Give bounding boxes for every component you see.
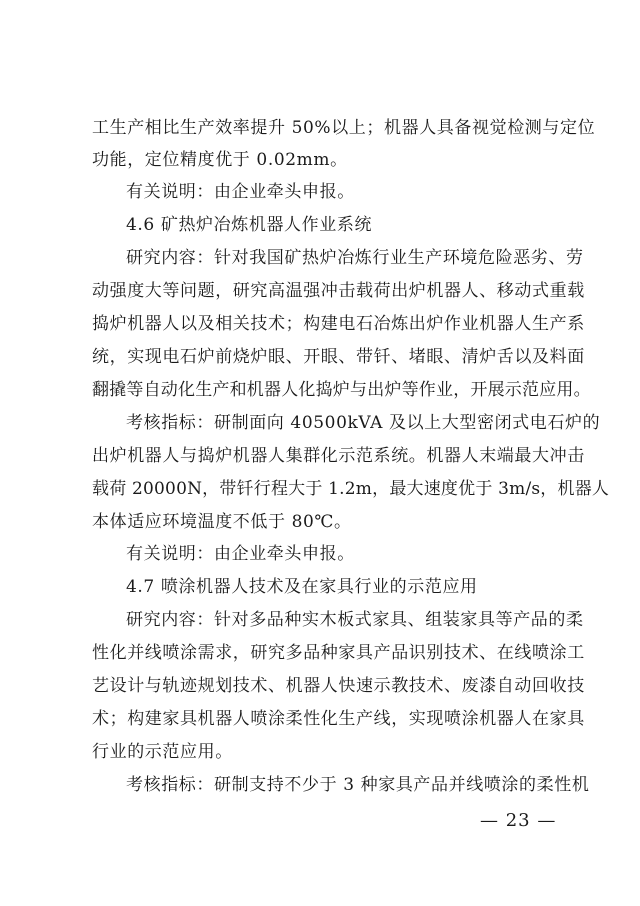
body-text-line: 捣炉机器人以及相关技术；构建电石冶炼出炉作业机器人生产系 <box>92 314 585 334</box>
body-text-line: 研究内容：针对多品种实木板式家具、组装家具等产品的柔 <box>126 610 584 630</box>
section-heading-4-6: 4.6 矿热炉冶炼机器人作业系统 <box>126 215 373 235</box>
body-text-line: 出炉机器人与捣炉机器人集群化示范系统。机器人末端最大冲击 <box>92 446 585 466</box>
body-text-line: 功能，定位精度优于 0.02mm。 <box>92 150 348 170</box>
body-text-line: 动强度大等问题，研究高温强冲击载荷出炉机器人、移动式重载 <box>92 281 585 301</box>
body-text-line: 研究内容：针对我国矿热炉冶炼行业生产环境危险恶劣、劳 <box>126 248 584 268</box>
body-text-line: 行业的示范应用。 <box>92 742 233 762</box>
body-text-line: 考核指标：研制面向 40500kVA 及以上大型密闭式电石炉的 <box>126 413 601 433</box>
note-line: 有关说明：由企业牵头申报。 <box>126 182 355 202</box>
body-text-line: 艺设计与轨迹规划技术、机器人快速示教技术、废漆自动回收技 <box>92 676 585 696</box>
body-text-line: 载荷 20000N，带钎行程大于 1.2m，最大速度优于 3m/s，机器人 <box>92 479 610 499</box>
body-text-line: 翻撬等自动化生产和机器人化捣炉与出炉等作业，开展示范应用。 <box>92 380 591 400</box>
body-text-line: 本体适应环境温度不低于 80℃。 <box>92 512 352 532</box>
section-heading-4-7: 4.7 喷涂机器人技术及在家具行业的示范应用 <box>126 577 478 597</box>
note-line: 有关说明：由企业牵头申报。 <box>126 544 355 564</box>
body-text-line: 统，实现电石炉前烧炉眼、开眼、带钎、堵眼、清炉舌以及料面 <box>92 347 585 367</box>
body-text-line: 考核指标：研制支持不少于 3 种家具产品并线喷涂的柔性机 <box>126 775 590 795</box>
body-text-line: 术；构建家具机器人喷涂柔性化生产线，实现喷涂机器人在家具 <box>92 709 585 729</box>
body-text-line: 性化并线喷涂需求，研究多品种家具产品识别技术、在线喷涂工 <box>92 643 585 663</box>
body-text-line: 工生产相比生产效率提升 50%以上；机器人具备视觉检测与定位 <box>92 118 596 138</box>
page-number: — 23 — <box>480 810 557 831</box>
